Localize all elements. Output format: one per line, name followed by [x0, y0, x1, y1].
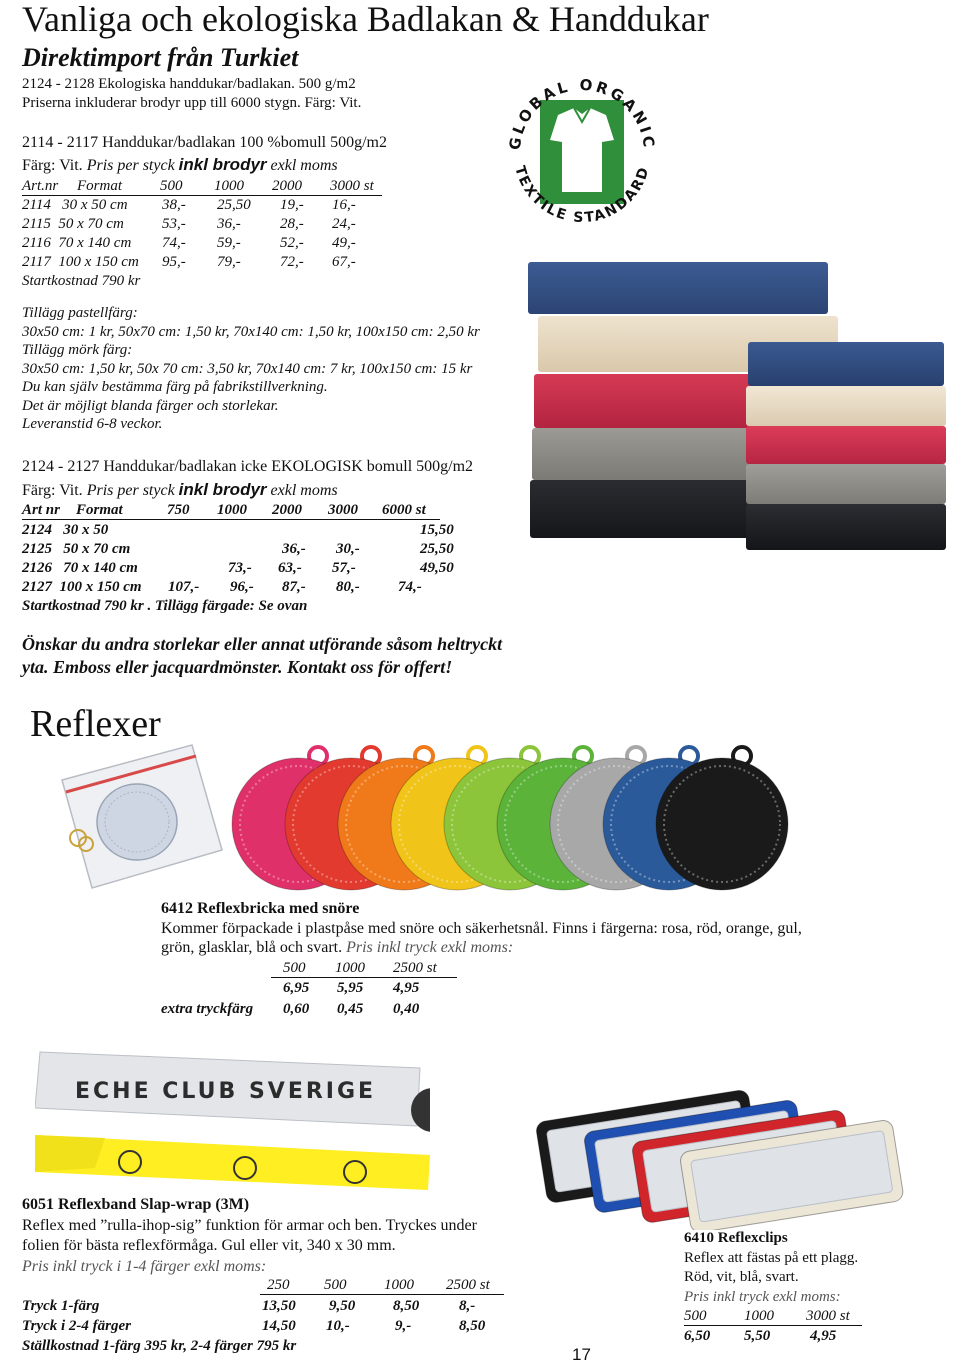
header-rule: [22, 519, 440, 520]
table-cell: 49,-: [332, 235, 356, 251]
eco-notes: [22, 305, 480, 435]
price: 9,-: [395, 1318, 412, 1334]
towel-black-large: [530, 480, 754, 538]
qty: 2500 st: [446, 1277, 490, 1293]
table-cell: 38,-: [162, 197, 186, 213]
towel-blue-large: [528, 262, 828, 314]
gots-logo-svg: [498, 70, 663, 230]
table-cell: 59,-: [217, 235, 241, 251]
table-cell: 25,50: [217, 197, 251, 213]
note-line: Leveranstid 6-8 veckor.: [22, 416, 163, 432]
table-row: 2115 50 x 70 cm: [22, 216, 124, 232]
eco-heading: 2114 - 2117 Handdukar/badlakan 100 %bomull 500g/m2: [22, 134, 387, 151]
header-rule: [22, 195, 382, 196]
table-cell: 73,-: [228, 560, 252, 576]
product-6051: [22, 1196, 542, 1275]
table-cell: 15,50: [420, 522, 454, 538]
table-cell: 95,-: [162, 254, 186, 270]
product-desc: Röd, vit, blå, svart.: [684, 1269, 799, 1285]
table-cell: 28,-: [280, 216, 304, 232]
extra-label: extra tryckfärg: [161, 1001, 254, 1017]
table-cell: 79,-: [217, 254, 241, 270]
product-desc: grön, glasklar, blå och svart.: [161, 939, 343, 957]
towel-red-large: [534, 374, 754, 428]
price: 0,40: [393, 1001, 420, 1017]
price: 0,60: [283, 1001, 310, 1017]
col-6000: 6000 st: [382, 502, 426, 518]
price-table-6412: [161, 960, 481, 1022]
color-note: Färg: Vit.: [22, 157, 83, 174]
table-cell: 19,-: [280, 197, 304, 213]
table-cell: 87,-: [282, 579, 306, 595]
note-line: Du kan själv bestämma färg på fabrikstillverkning.: [22, 379, 328, 395]
table-cell: 74,-: [162, 235, 186, 251]
note-line: 30x50 cm: 1,50 kr, 50x 70 cm: 3,50 kr, 70x140 cm: 7 kr, 100x150 cm: 15 kr: [22, 360, 473, 377]
round-reflectors-image: [228, 720, 883, 895]
towel-black-small: [746, 504, 946, 550]
table-cell: 52,-: [280, 235, 304, 251]
noneco-price-table: [22, 502, 452, 617]
row-label: Tryck 1-färg: [22, 1298, 100, 1314]
price: 4,95: [810, 1328, 837, 1344]
towel-blue-small: [748, 342, 944, 386]
price: 5,95: [337, 980, 364, 996]
table-row: 2117 100 x 150 cm: [22, 254, 139, 270]
price: 0,45: [337, 1001, 364, 1017]
eco-price-note: [22, 156, 338, 175]
table-cell: 53,-: [162, 216, 186, 232]
product-title: 6051 Reflexband Slap-wrap (3M): [22, 1196, 250, 1213]
col-500: 500: [160, 178, 183, 194]
table-cell: 67,-: [332, 254, 356, 270]
table-cell: 63,-: [278, 560, 302, 576]
table-cell: 74,-: [398, 579, 422, 595]
band-text: ECHE CLUB SVERIGE: [75, 1079, 377, 1104]
reflex-clips-svg: [535, 1080, 945, 1230]
noneco-heading: 2124 - 2127 Handdukar/badlakan icke EKOLOGISK bomull 500g/m2: [22, 458, 474, 475]
table-row: 2127 100 x 150 cm: [22, 579, 142, 595]
setup-cost: Ställkostnad 1-färg 395 kr, 2-4 färger 795 kr: [22, 1338, 297, 1354]
reflector-bag-image: [52, 740, 227, 890]
towel-grey-large: [532, 428, 754, 480]
table-cell: 30,-: [336, 541, 360, 557]
price-table-6051: [22, 1277, 522, 1357]
table-cell: 96,-: [230, 579, 254, 595]
price-note-a: Pris per styck: [86, 157, 175, 174]
product-title: 6412 Reflexbricka med snöre: [161, 900, 360, 917]
price: 6,95: [283, 980, 310, 996]
price: 14,50: [262, 1318, 296, 1334]
price-label: Pris inkl tryck exkl moms:: [684, 1288, 841, 1305]
page-number: 17: [572, 1345, 591, 1364]
col-750: 750: [167, 502, 190, 518]
qty: 500: [283, 960, 306, 976]
qty: 250: [267, 1277, 290, 1293]
page-title: Vanliga och ekologiska Badlakan & Handdukar: [22, 0, 709, 39]
note-line: Tillägg pastellfärg:: [22, 305, 138, 321]
offer-line-2: yta. Emboss eller jacquardmönster. Kontakt oss för offert!: [22, 657, 453, 677]
table-cell: 49,50: [420, 560, 454, 576]
round-reflectors-svg: [228, 720, 883, 895]
price-label: Pris inkl tryck i 1-4 färger exkl moms:: [22, 1257, 267, 1275]
table-row: 2116 70 x 140 cm: [22, 235, 132, 251]
qty: 500: [324, 1277, 347, 1293]
product-desc: Kommer förpackade i plastpåse med snöre och säkerhetsnål. Finns i färgerna: rosa, röd, orange, gul,: [161, 919, 802, 937]
price-label: Pris inkl tryck exkl moms:: [346, 939, 514, 957]
price-note-b: inkl brodyr: [178, 155, 267, 174]
subtitle: Direktimport från Turkiet: [22, 43, 299, 72]
row-label: Tryck i 2-4 färger: [22, 1318, 131, 1334]
header-rule: [271, 977, 457, 978]
price: 6,50: [684, 1328, 711, 1344]
price: 13,50: [262, 1298, 296, 1314]
header-rule: [684, 1325, 862, 1326]
price: 8,-: [459, 1298, 476, 1314]
product-title: 6410 Reflexclips: [684, 1230, 788, 1246]
qty: 500: [684, 1308, 707, 1324]
col-2000: 2000: [272, 502, 302, 518]
price-note-c: exkl moms: [270, 482, 338, 499]
price-note-b: inkl brodyr: [178, 480, 267, 499]
product-6412: [161, 900, 881, 957]
note-line: Tillägg mörk färg:: [22, 342, 133, 358]
table-cell: 80,-: [336, 579, 360, 595]
startup-cost: Startkostnad 790 kr . Tillägg färgade: Se ovan: [22, 598, 308, 614]
table-cell: 107,-: [168, 579, 200, 595]
offer-line-1: Önskar du andra storlekar eller annat utförande såsom heltryckt: [22, 634, 503, 654]
color-note: Färg: Vit.: [22, 482, 83, 499]
table-cell: 24,-: [332, 216, 356, 232]
reflexer-title: Reflexer: [30, 703, 161, 745]
product-desc: Reflex med ”rulla-ihop-sig” funktion för armar och ben. Tryckes under: [22, 1216, 477, 1234]
clear-reflector: [97, 784, 177, 860]
embroidery-note: Priserna inkluderar brodyr upp till 6000 stygn. Färg: Vit.: [22, 95, 362, 111]
note-line: Det är möjligt blanda färger och storlekar.: [22, 397, 279, 414]
price: 8,50: [393, 1298, 420, 1314]
col-2000: 2000: [272, 178, 302, 194]
header-rule: [260, 1294, 504, 1295]
qty: 2500 st: [393, 960, 437, 976]
col-format: Format: [77, 178, 122, 194]
price: 8,50: [459, 1318, 486, 1334]
gots-logo: [498, 70, 663, 230]
table-row: 2114 30 x 50 cm: [22, 197, 128, 213]
table-cell: 36,-: [217, 216, 241, 232]
table-row: 2125 50 x 70 cm: [22, 541, 131, 557]
qty: 1000: [744, 1308, 774, 1324]
table-row: 2124 30 x 50: [22, 522, 109, 538]
table-cell: 72,-: [280, 254, 304, 270]
price: 5,50: [744, 1328, 771, 1344]
towel-red-small: [746, 426, 946, 464]
logo-top-text: GLOBAL ORGANIC: [505, 75, 659, 152]
price: 9,50: [329, 1298, 356, 1314]
table-cell: 36,-: [282, 541, 306, 557]
towel-stack-image: [528, 258, 958, 568]
col-artnr: Art.nr: [22, 178, 59, 194]
col-3000: 3000 st: [330, 178, 374, 194]
startup-cost: Startkostnad 790 kr: [22, 273, 141, 289]
table-cell: 16,-: [332, 197, 356, 213]
reflex-clips-image: [535, 1080, 945, 1230]
logo-bottom-text: TEXTILE STANDARD: [511, 164, 653, 227]
eco-price-table: [22, 178, 402, 288]
product-desc: Reflex att fästas på ett plagg.: [684, 1249, 859, 1266]
table-row: 2126 70 x 140 cm: [22, 560, 138, 576]
col-1000: 1000: [217, 502, 247, 518]
price: 10,-: [326, 1318, 350, 1334]
col-1000: 1000: [214, 178, 244, 194]
price: 4,95: [393, 980, 420, 996]
product-6410: [684, 1230, 944, 1305]
table-cell: 25,50: [420, 541, 454, 557]
col-3000: 3000: [328, 502, 358, 518]
price-table-6410: [684, 1308, 884, 1350]
reflex-band-image: [35, 1040, 430, 1190]
col-format: Format: [76, 502, 123, 518]
qty: 3000 st: [806, 1308, 850, 1324]
table-cell: 57,-: [332, 560, 356, 576]
noneco-price-note: [22, 481, 338, 500]
price-note-c: exkl moms: [270, 157, 338, 174]
product-desc: folien för bästa reflexförmåga. Gul eller vit, 340 x 30 mm.: [22, 1237, 396, 1255]
note-line: 30x50 cm: 1 kr, 50x70 cm: 1,50 kr, 70x140 cm: 1,50 kr, 100x150 cm: 2,50 kr: [22, 323, 480, 340]
price-note-a: Pris per styck: [86, 482, 175, 499]
qty: 1000: [384, 1277, 414, 1293]
eco-intro-line: 2124 - 2128 Ekologiska handdukar/badlakan. 500 g/m2: [22, 76, 356, 92]
col-artnr: Art nr: [22, 502, 60, 518]
towel-grey-small: [746, 464, 946, 504]
qty: 1000: [335, 960, 365, 976]
towel-cream-small: [746, 386, 946, 426]
